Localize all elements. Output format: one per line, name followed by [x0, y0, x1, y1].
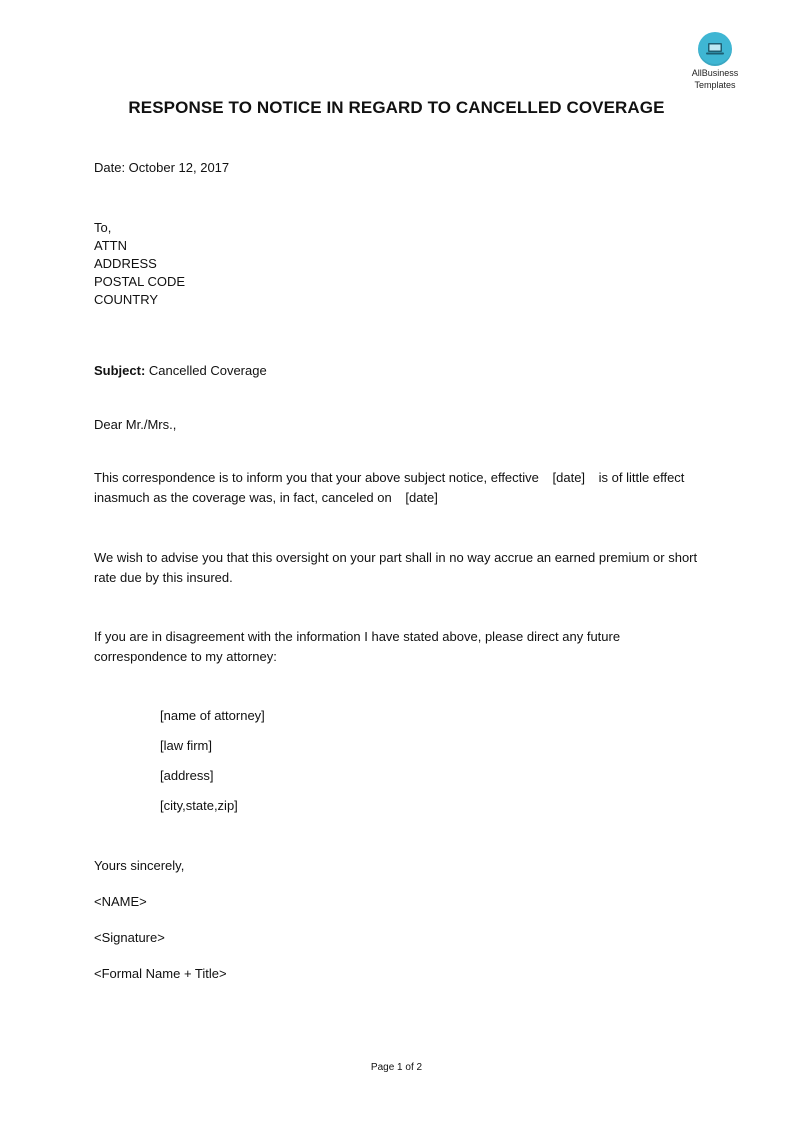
allbusiness-logo	[683, 32, 747, 90]
recipient-to: To,	[94, 220, 112, 235]
paragraph-effective-date	[94, 468, 704, 508]
logo-line1: AllBusiness	[691, 68, 739, 78]
date-placeholder-2: [date]	[405, 490, 438, 505]
attorney-address: [address]	[160, 768, 214, 783]
laptop-icon	[698, 32, 732, 66]
recipient-country: COUNTRY	[94, 292, 159, 307]
paragraph-oversight: We wish to advise you that this oversight on your part shall in no way accrue an earned premium or short rate due by this insured.	[94, 550, 698, 585]
subject-line	[94, 362, 267, 380]
paragraph1-part-a: This correspondence is to inform you that your above subject notice, effective	[94, 470, 539, 485]
recipient-address: ADDRESS	[94, 256, 157, 271]
document-title: RESPONSE TO NOTICE IN REGARD TO CANCELLED COVERAGE	[128, 98, 665, 117]
date-line: Date: October 12, 2017	[94, 160, 230, 175]
paragraph-disagreement: If you are in disagreement with the information I have stated above, please direct any future correspondence to my attorney:	[94, 629, 621, 664]
salutation: Dear Mr./Mrs.,	[94, 417, 177, 432]
signature-placeholder: <Signature>	[94, 930, 165, 945]
page-number: Page 1 of 2	[370, 1062, 423, 1073]
attorney-name: [name of attorney]	[160, 708, 265, 723]
recipient-postal-code: POSTAL CODE	[94, 274, 186, 289]
logo-line2: Templates	[694, 80, 736, 90]
attorney-city-state-zip: [city,state,zip]	[160, 798, 238, 813]
recipient-attn: ATTN	[94, 238, 127, 253]
paragraph1-part-b: is of little effect inasmuch as the coverage was, in fact, canceled on	[94, 470, 685, 505]
attorney-law-firm: [law firm]	[160, 738, 212, 753]
subject-text: Cancelled Coverage	[145, 363, 267, 378]
date-placeholder-1: [date]	[552, 470, 586, 485]
signature-name: <NAME>	[94, 894, 147, 909]
subject-label: Subject:	[94, 363, 146, 378]
closing: Yours sincerely,	[94, 858, 185, 873]
signature-formal-name-title: <Formal Name + Title>	[94, 966, 227, 981]
